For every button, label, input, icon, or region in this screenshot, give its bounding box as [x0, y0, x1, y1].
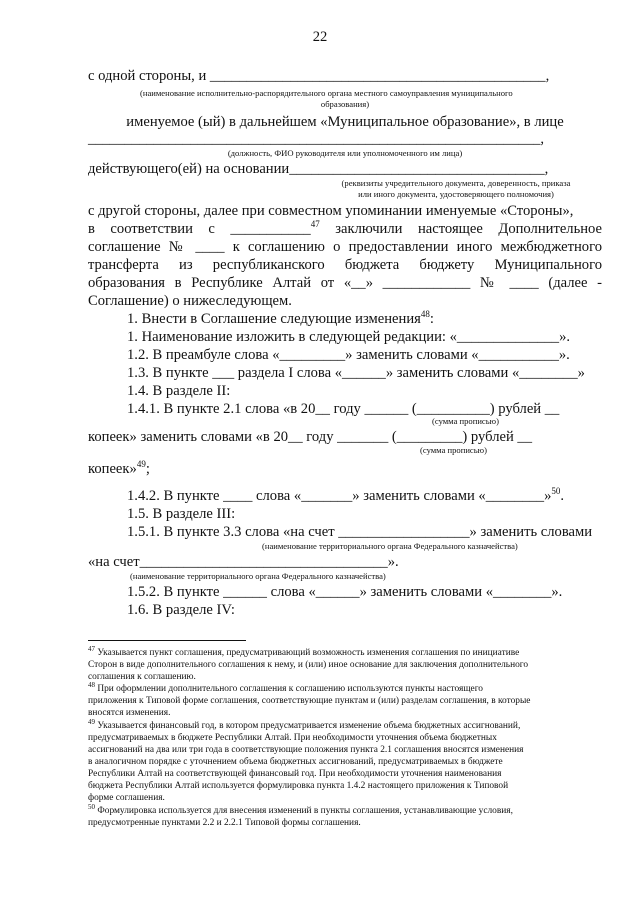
caption-position: (должность, ФИО руководителя или уполномоченного им лица)	[227, 148, 463, 158]
text-line-agreement-no: соглашение № ____ к соглашению о предоставлении иного межбюджетного	[88, 239, 602, 255]
footnote-49-line-3: ассигнований на два или три года в соответствующие положения пункта 2.1 соглашения вносятся изменения	[88, 745, 524, 755]
text-line-to-account: «на счет__________________________________».	[88, 554, 399, 570]
footnote-50-line-2: предусмотренные пунктами 2.2 и 2.2.1 Типовой формы соглашения.	[88, 818, 361, 828]
text-line-item-1-5-1: 1.5.1. В пункте 3.3 слова «на счет __________________» заменить словами	[127, 524, 593, 540]
footnote-ref-48: 48	[420, 309, 430, 319]
footnote-ref-50: 50	[551, 486, 561, 496]
text-line-position-blank: ______________________________________________________________,	[88, 131, 545, 147]
caption-executive-body-a: (наименование исполнительно-распорядительного органа местного самоуправления муниципального	[140, 88, 513, 98]
footnote-49-line-4: в аналогичном порядке с уточнением объема бюджетных ассигнований, предусматриваемых в бюджете	[88, 757, 503, 767]
text-line-item-1-6: 1.6. В разделе IV:	[127, 602, 235, 618]
caption-basis-b: или иного документа, удостоверяющего полномочия)	[358, 189, 554, 199]
text-line-acting-basis: действующего(ей) на основании___________________________________,	[88, 161, 549, 177]
text-line-one-side: с одной стороны, и ______________________________________________,	[88, 68, 550, 84]
text-line-item-1: 1. Внести в Соглашение следующие изменения$^{48}$:	[127, 309, 434, 327]
footnote-47-line-2: Сторон в виде дополнительного соглашения к нему, и (или) иное основание для заключения дополнительного	[88, 660, 529, 670]
text-line-item-1-1: 1. Наименование изложить в следующей редакции: «______________».	[127, 329, 571, 345]
text-line-kopecks-replace: копеек» заменить словами «в 20__ году _______ (_________) рублей __	[88, 429, 533, 445]
text-line-referred: именуемое (ый) в дальнейшем «Муниципальное образование», в лице	[126, 114, 564, 130]
footnote-50-line-1: $^{50}$ Формулировка используется для внесения изменений в пункты соглашения, устанавливающие условия,	[88, 803, 513, 816]
footnote-49-line-5: Республики Алтай на соответствующей финансовый год. При необходимости уточнения наименования	[88, 769, 502, 779]
text-line-item-1-4-2: 1.4.2. В пункте ____ слова «_______» заменить словами «________»$^{50}$.	[127, 486, 565, 504]
footnote-ref-47: 47	[310, 219, 320, 229]
caption-treasury-2: (наименование территориального органа Федерального казначейства)	[130, 571, 386, 581]
footnote-47-line-3: соглашения к соглашению.	[88, 672, 196, 682]
footnote-48-line-1: $^{48}$ При оформлении дополнительного соглашения к соглашению используются пункты настоящего	[88, 681, 483, 694]
footnote-47-line-1: $^{47}$ Указывается пункт соглашения, предусматривающий возможность изменения соглашения по инициативе	[88, 645, 520, 658]
text-line-accordance: в соответствии с ___________$^{47}$ заключили настоящее Дополнительное	[88, 219, 602, 237]
text-line-item-1-4-1: 1.4.1. В пункте 2.1 слова «в 20__ году ______ (__________) рублей __	[127, 401, 560, 417]
text-line-other-side: с другой стороны, далее при совместном упоминании именуемые «Стороны»,	[88, 203, 574, 219]
text-line-item-1-3: 1.3. В пункте ___ раздела I слова «______» заменить словами «________»	[127, 365, 585, 381]
footnote-48-line-3: вносятся изменения.	[88, 708, 171, 718]
caption-executive-body-b: образования)	[320, 99, 370, 109]
text-line-kopecks-end: копеек»$^{49}$;	[88, 459, 150, 477]
caption-basis-a: (реквизиты учредительного документа, доверенность, приказа	[341, 178, 571, 188]
text-line-following: Соглашение) о нижеследующем.	[88, 293, 292, 309]
text-line-item-1-5-2: 1.5.2. В пункте ______ слова «______» заменить словами «________».	[127, 584, 563, 600]
text-line-item-1-4: 1.4. В разделе II:	[127, 383, 231, 399]
text-line-formation: образования в Республике Алтай от «__» ____________ № ____ (далее -	[88, 275, 602, 291]
footnote-49-line-2: предусматриваемых в бюджете Республики Алтай. При необходимости уточнения объема бюджетных	[88, 733, 497, 743]
footnote-48-line-2: приложения к Типовой форме соглашения, соответствующие пунктам и (или) разделам соглашения, в которые	[88, 696, 531, 706]
text-line-item-1-2: 1.2. В преамбуле слова «_________» заменить словами «___________».	[127, 347, 570, 363]
text-line-item-1-5: 1.5. В разделе III:	[127, 506, 236, 522]
footnote-49-line-1: $^{49}$ Указывается финансовый год, в котором предусматривается изменение объема бюджетных ассигнований,	[88, 718, 521, 731]
footnote-separator	[88, 640, 246, 641]
footnote-49-line-7: форме соглашения.	[88, 793, 165, 803]
footnote-49-line-6: бюджета Республики Алтай используется формулировка пункта 1.4.2 настоящего приложения к Типовой	[88, 781, 509, 791]
caption-amount-words-2: (сумма прописью)	[420, 445, 487, 455]
caption-amount-words-1: (сумма прописью)	[432, 416, 499, 426]
caption-treasury-1: (наименование территориального органа Федерального казначейства)	[262, 541, 518, 551]
footnote-ref-49: 49	[136, 459, 146, 469]
page-number: 22	[312, 29, 328, 45]
text-line-transfer: трансферта из республиканского бюджета бюджету Муниципального	[88, 257, 602, 273]
